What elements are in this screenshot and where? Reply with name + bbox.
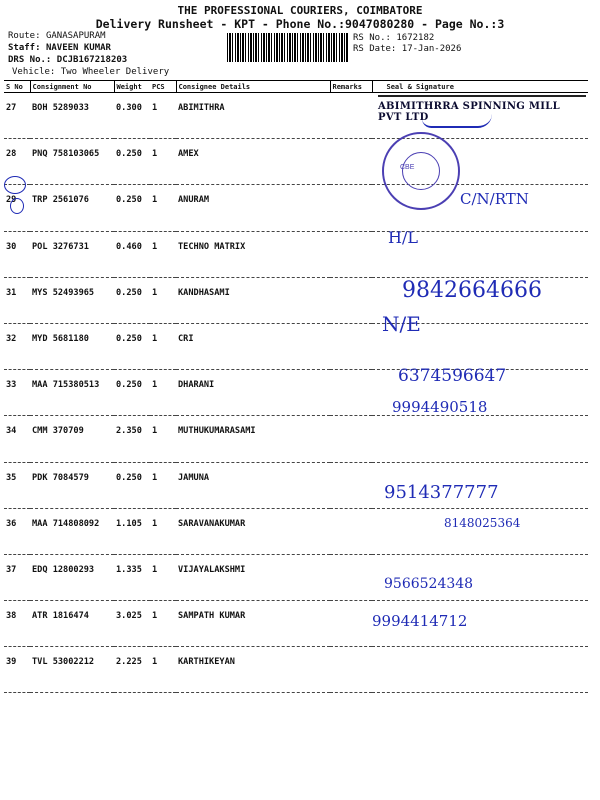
cell-pcs	[150, 416, 176, 462]
cell-remarks	[330, 554, 372, 600]
cell-weight	[114, 231, 150, 277]
cell-weight	[114, 93, 150, 139]
cell-pcs-text: 1	[152, 241, 158, 252]
handwritten-phone-row31: 9842664666	[402, 278, 542, 303]
round-seal: CBE	[382, 132, 460, 210]
cell-pcs	[150, 508, 176, 554]
cell-cons	[30, 554, 114, 600]
cell-cons	[30, 139, 114, 185]
cell-cons	[30, 647, 114, 693]
cell-pcs	[150, 647, 176, 693]
cell-sno	[4, 647, 30, 693]
drs-label: DRS No.:	[8, 55, 52, 65]
cell-pcs-text: 1	[152, 611, 158, 622]
cell-weight-text: 0.250	[116, 380, 142, 391]
cell-cons	[30, 416, 114, 462]
rs-no-line	[353, 33, 434, 43]
handwritten-phone-row37: 8148025364	[444, 516, 521, 530]
cell-pcs-text: 1	[152, 564, 158, 575]
cell-pcs	[150, 462, 176, 508]
cell-remarks	[330, 462, 372, 508]
cell-weight	[114, 416, 150, 462]
cell-pcs	[150, 370, 176, 416]
cell-consignee	[176, 277, 330, 323]
cell-weight-text: 2.225	[116, 657, 142, 668]
cell-consignee-text: JAMUNA	[178, 472, 210, 483]
vehicle-label: Vehicle:	[12, 67, 56, 77]
handwritten-circle-mark	[10, 198, 24, 214]
cell-cons-text: CMM 370709	[32, 426, 84, 437]
cell-pcs	[150, 277, 176, 323]
cell-remarks	[330, 416, 372, 462]
cell-sno	[4, 323, 30, 369]
vehicle-line	[12, 67, 169, 77]
cell-weight	[114, 601, 150, 647]
cell-cons-text: PDK 7084579	[32, 472, 89, 483]
handwritten-note-row32: N/E	[382, 312, 421, 336]
cell-consignee-text: KARTHIKEYAN	[178, 657, 235, 668]
rs-date-label: RS Date:	[353, 44, 397, 54]
cell-weight-text: 0.250	[116, 149, 142, 160]
stamp-company-text: ABIMITHRRA SPINNING MILL PVT LTD	[378, 101, 560, 123]
route-line	[8, 31, 106, 41]
handwritten-phone-row39: 9994414712	[372, 612, 468, 630]
cell-consignee-text: CRI	[178, 333, 194, 344]
cell-weight-text: 0.460	[116, 241, 142, 252]
col-header-consignment: Consignment No	[30, 81, 114, 93]
cell-weight	[114, 554, 150, 600]
cell-consignee	[176, 554, 330, 600]
rs-no-label: RS No.:	[353, 33, 391, 43]
cell-weight	[114, 370, 150, 416]
col-header-pcs: PCS	[150, 81, 176, 93]
cell-cons-text: EDQ 12800293	[32, 564, 95, 575]
cell-weight	[114, 277, 150, 323]
cell-sno	[4, 277, 30, 323]
cell-consignee	[176, 416, 330, 462]
cell-consignee	[176, 647, 330, 693]
cell-cons-text: ATR 1816474	[32, 611, 89, 622]
cell-consignee	[176, 185, 330, 231]
cell-weight-text: 1.335	[116, 564, 142, 575]
cell-sno-text: 31	[6, 287, 17, 298]
col-header-weight: Weight	[114, 81, 150, 93]
staff-label: Staff:	[8, 43, 41, 53]
cell-sno	[4, 370, 30, 416]
cell-pcs-text: 1	[152, 380, 158, 391]
cell-sno-text: 35	[6, 472, 17, 483]
cell-pcs	[150, 185, 176, 231]
circled-sno-29	[4, 176, 26, 194]
cell-pcs-text: 1	[152, 287, 158, 298]
cell-consignee-text: AMEX	[178, 149, 199, 160]
runsheet-subtitle: Delivery Runsheet - KPT - Phone No.:9047080280 - Page No.:3	[95, 17, 505, 31]
cell-remarks	[330, 231, 372, 277]
handwritten-note-row29: C/N/RTN	[460, 190, 529, 208]
cell-pcs	[150, 323, 176, 369]
cell-sno-text: 29	[6, 195, 17, 206]
cell-sno-text: 28	[6, 149, 17, 160]
vehicle-value: Two Wheeler Delivery	[60, 67, 170, 77]
cell-cons-text: BOH 5289033	[32, 103, 89, 113]
cell-weight	[114, 139, 150, 185]
cell-weight-text: 0.250	[116, 195, 142, 206]
cell-pcs	[150, 231, 176, 277]
cell-cons	[30, 462, 114, 508]
cell-cons-text: MAA 715380513	[32, 380, 100, 391]
route-value: GANASAPURAM	[45, 31, 106, 41]
cell-cons-text: MYD 5681180	[32, 333, 89, 344]
rs-no-value: 1672182	[396, 33, 435, 43]
cell-consignee-text: TECHNO MATRIX	[178, 241, 246, 252]
cell-pcs-text: 1	[152, 472, 158, 483]
handwritten-phone-row34: 9994490518	[392, 398, 488, 416]
cell-consignee	[176, 508, 330, 554]
col-header-consignee: Consignee Details	[176, 81, 330, 93]
cell-consignee-text: SAMPATH KUMAR	[178, 611, 246, 622]
drs-value: DCJB167218203	[56, 55, 128, 65]
table-row	[4, 601, 588, 647]
runsheet-table	[4, 80, 588, 693]
cell-seal	[372, 416, 588, 462]
cell-sno	[4, 93, 30, 139]
cell-sno	[4, 231, 30, 277]
cell-sno	[4, 508, 30, 554]
cell-sno-text: 34	[6, 426, 17, 437]
cell-consignee-text: ABIMITHRA	[178, 103, 225, 113]
cell-weight-text: 2.350	[116, 426, 142, 437]
cell-pcs	[150, 139, 176, 185]
cell-weight	[114, 185, 150, 231]
barcode	[227, 33, 349, 62]
cell-pcs-text: 1	[152, 518, 158, 529]
cell-pcs-text: 1	[152, 657, 158, 668]
cell-cons	[30, 185, 114, 231]
cell-weight-text: 0.250	[116, 472, 142, 483]
table-row	[4, 323, 588, 369]
rs-date-value: 17-Jan-2026	[401, 44, 462, 54]
cell-consignee	[176, 462, 330, 508]
cell-cons-text: MYS 52493965	[32, 287, 95, 298]
table-row	[4, 554, 588, 600]
cell-pcs	[150, 93, 176, 139]
cell-remarks	[330, 323, 372, 369]
table-row	[4, 139, 588, 185]
cell-pcs-text: 1	[152, 149, 158, 160]
cell-cons-text: PNQ 758103065	[32, 149, 100, 160]
drs-line	[8, 55, 127, 65]
cell-cons-text: POL 3276731	[32, 241, 89, 252]
col-header-seal: Seal & Signature	[372, 81, 588, 93]
cell-weight-text: 1.105	[116, 518, 142, 529]
handwritten-phone-row33: 6374596647	[398, 366, 507, 386]
cell-pcs	[150, 601, 176, 647]
cell-cons-text: TVL 53002212	[32, 657, 95, 668]
cell-pcs-text: 1	[152, 195, 158, 206]
cell-sno	[4, 554, 30, 600]
table-row	[4, 462, 588, 508]
cell-weight-text: 3.025	[116, 611, 142, 622]
cell-cons	[30, 370, 114, 416]
cell-remarks	[330, 139, 372, 185]
cell-remarks	[330, 508, 372, 554]
cell-cons-text: TRP 2561076	[32, 195, 89, 206]
cell-pcs	[150, 554, 176, 600]
handwritten-note-row30: H/L	[388, 228, 418, 247]
cell-seal	[372, 647, 588, 693]
cell-sno-text: 37	[6, 564, 17, 575]
cell-weight	[114, 462, 150, 508]
cell-sno-text: 39	[6, 657, 17, 668]
cell-consignee-text: DHARANI	[178, 380, 215, 391]
handwritten-phone-row36: 9514377777	[384, 482, 499, 503]
cell-remarks	[330, 647, 372, 693]
cell-remarks	[330, 601, 372, 647]
cell-pcs-text: 1	[152, 333, 158, 344]
cell-consignee	[176, 93, 330, 139]
cell-sno-text: 36	[6, 518, 17, 529]
col-header-sno: S No	[4, 81, 30, 93]
cell-sno	[4, 462, 30, 508]
company-stamp	[378, 95, 586, 131]
cell-sno	[4, 416, 30, 462]
cell-weight-text: 0.300	[116, 103, 142, 113]
cell-remarks	[330, 370, 372, 416]
cell-remarks	[330, 185, 372, 231]
cell-weight	[114, 508, 150, 554]
cell-remarks	[330, 277, 372, 323]
cell-consignee	[176, 370, 330, 416]
handwritten-phone-row38: 9566524348	[384, 576, 474, 592]
col-header-remarks: Remarks	[330, 81, 372, 93]
cell-cons	[30, 277, 114, 323]
cell-consignee	[176, 601, 330, 647]
route-label: Route:	[8, 31, 41, 41]
cell-sno-text: 33	[6, 380, 17, 391]
cell-pcs-text: 1	[152, 426, 158, 437]
cell-sno-text: 30	[6, 241, 17, 252]
table-row	[4, 647, 588, 693]
table-row	[4, 416, 588, 462]
rs-date-line	[353, 44, 461, 54]
table-row	[4, 231, 588, 277]
cell-cons	[30, 93, 114, 139]
staff-line	[8, 43, 111, 53]
cell-sno-text: 27	[6, 103, 17, 113]
cell-sno	[4, 601, 30, 647]
cell-consignee-text: ANURAM	[178, 195, 210, 206]
cell-pcs-text: 1	[152, 103, 158, 113]
cell-consignee-text: KANDHASAMI	[178, 287, 230, 298]
cell-sno-text: 32	[6, 333, 17, 344]
cell-weight	[114, 647, 150, 693]
cell-weight-text: 0.250	[116, 287, 142, 298]
cell-cons	[30, 601, 114, 647]
cell-remarks	[330, 93, 372, 139]
staff-value: NAVEEN KUMAR	[45, 43, 111, 53]
cell-weight	[114, 323, 150, 369]
signature-scribble	[422, 114, 492, 128]
cell-weight-text: 0.250	[116, 333, 142, 344]
table-header-row	[4, 81, 588, 93]
runsheet-title: THE PROFESSIONAL COURIERS, COIMBATORE	[177, 4, 423, 17]
cell-consignee-text: SARAVANAKUMAR	[178, 518, 246, 529]
cell-cons	[30, 231, 114, 277]
cell-consignee-text: VIJAYALAKSHMI	[178, 564, 246, 575]
cell-consignee	[176, 231, 330, 277]
cell-consignee-text: MUTHUKUMARASAMI	[178, 426, 256, 437]
cell-cons	[30, 323, 114, 369]
cell-sno-text: 38	[6, 611, 17, 622]
cell-cons-text: MAA 714808092	[32, 518, 100, 529]
cell-cons	[30, 508, 114, 554]
cell-consignee	[176, 139, 330, 185]
cell-consignee	[176, 323, 330, 369]
